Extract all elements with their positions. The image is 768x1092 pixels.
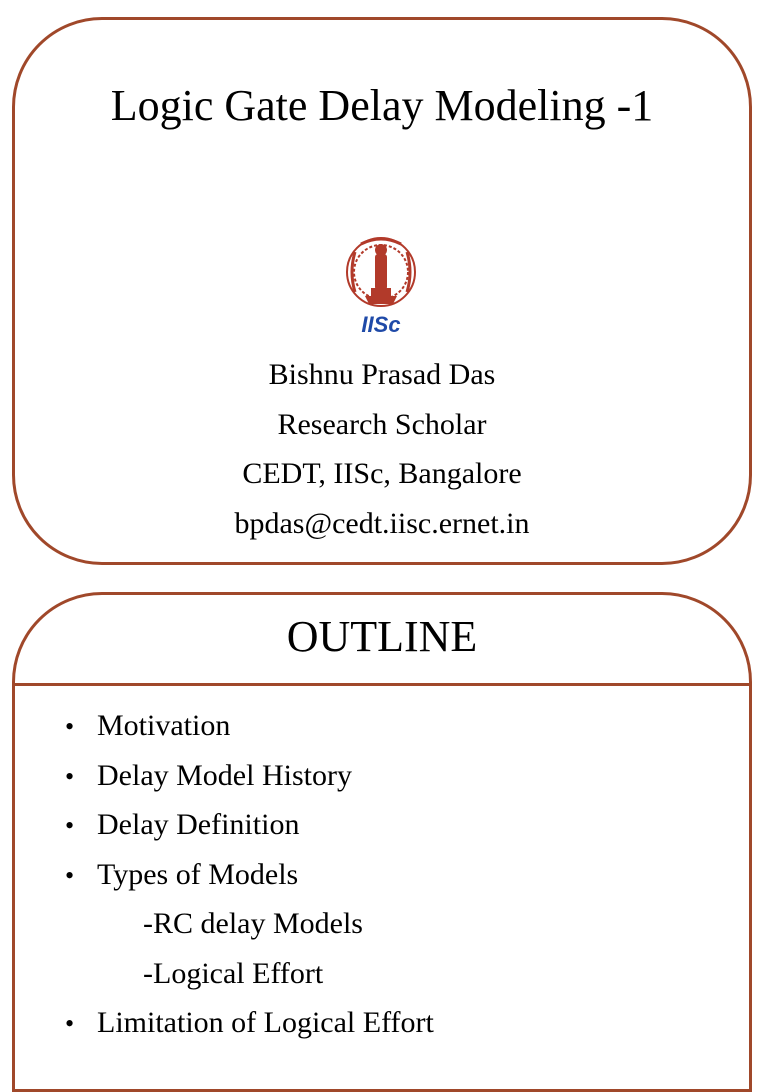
list-item: [65, 800, 729, 850]
author-email: bpdas@cedt.iisc.ernet.in: [234, 506, 530, 540]
list-item: [65, 998, 729, 1048]
bullet-icon: •: [65, 1009, 75, 1038]
list-item-text: -RC delay Models: [143, 907, 363, 940]
author-block: [15, 350, 749, 548]
list-item-text: Delay Definition: [97, 808, 300, 841]
list-item: [65, 850, 729, 900]
list-item: [65, 701, 729, 751]
bullet-icon: •: [65, 860, 75, 890]
outline-title: OUTLINE: [286, 612, 478, 661]
author-affiliation: CEDT, IISc, Bangalore: [242, 457, 522, 490]
list-item-text: Types of Models: [97, 857, 299, 891]
list-item-text: Delay Model History: [97, 758, 352, 792]
bullet-icon: •: [65, 761, 75, 791]
title-divider: [15, 683, 749, 686]
sub-list-item: [65, 899, 729, 949]
slide-title: Logic Gate Delay Modeling -1: [110, 81, 654, 130]
outline-list: [65, 701, 729, 1048]
list-item: [65, 751, 729, 801]
sub-list-item: [65, 949, 729, 999]
list-item-text: -Logical Effort: [143, 956, 324, 990]
bullet-icon: •: [65, 811, 75, 840]
logo-text: IISc: [361, 312, 401, 337]
outline-slide: [12, 592, 752, 1092]
author-role: Research Scholar: [277, 407, 487, 441]
iisc-logo: [341, 232, 421, 342]
list-item-text: Limitation of Logical Effort: [97, 1006, 434, 1039]
title-slide: [12, 17, 752, 565]
author-name: Bishnu Prasad Das: [268, 358, 496, 391]
list-item-text: Motivation: [97, 709, 231, 742]
bullet-icon: •: [65, 712, 75, 741]
